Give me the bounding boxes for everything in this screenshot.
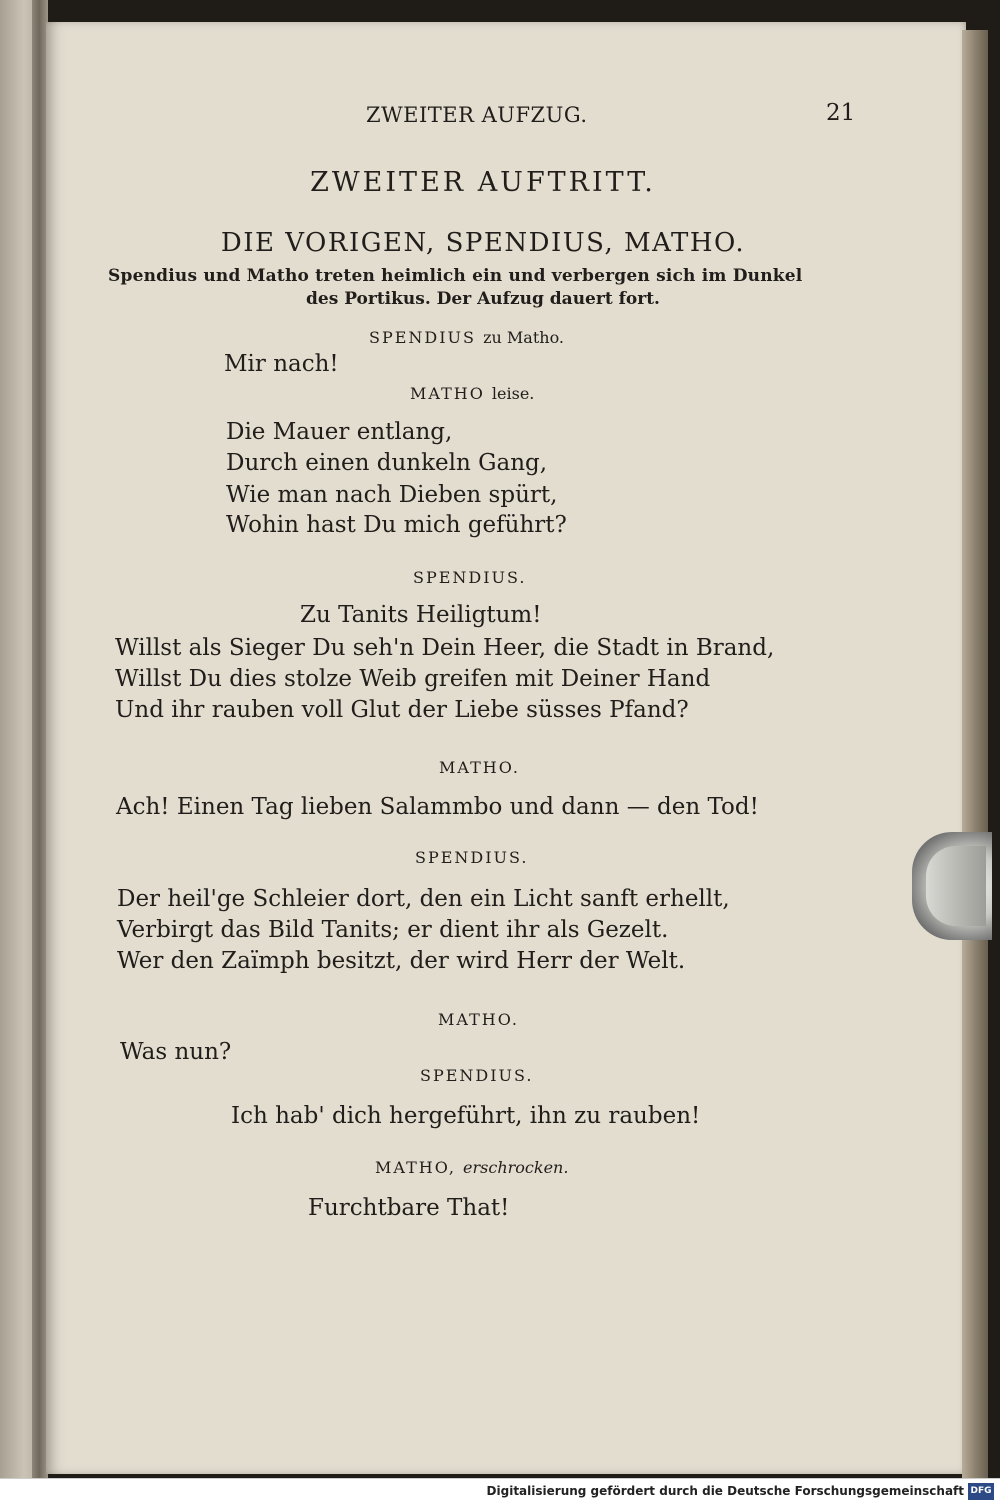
verse-line: Die Mauer entlang, (226, 419, 453, 445)
verse-line: Wer den Zaïmph besitzt, der wird Herr der Welt. (117, 948, 686, 974)
dfg-logo-icon: DFG (968, 1483, 994, 1500)
stage-direction-line: des Portikus. Der Aufzug dauert fort. (306, 289, 660, 309)
verse-line: Wohin hast Du mich geführt? (226, 512, 567, 538)
verse-line: Ich hab' dich hergeführt, ihn zu rauben! (231, 1103, 701, 1129)
speaker-name: MATHO, (375, 1158, 456, 1177)
scene-title: ZWEITER AUFTRITT. (310, 167, 656, 198)
clamp-highlight (926, 846, 986, 926)
verse-line: Durch einen dunkeln Gang, (226, 450, 548, 476)
verse-line: Und ihr rauben voll Glut der Liebe süsses Pfand? (115, 697, 689, 723)
verse-line: Verbirgt das Bild Tanits; er dient ihr als Gezelt. (117, 917, 669, 943)
verse-line: Ach! Einen Tag lieben Salammbo und dann — den Tod! (116, 794, 759, 820)
speaker-label (410, 384, 534, 403)
speaker-name: SPENDIUS. (413, 568, 527, 587)
verse-line: Der heil'ge Schleier dort, den ein Licht sanft erhellt, (117, 886, 730, 912)
speaker-note: zu Matho. (483, 328, 565, 347)
verse-line: Was nun? (120, 1039, 232, 1065)
speaker-name: MATHO (410, 384, 485, 403)
speaker-name: MATHO. (438, 1010, 519, 1029)
speaker-name: SPENDIUS. (420, 1066, 534, 1085)
verse-line: Wie man nach Dieben spürt, (226, 482, 558, 508)
verse-line: Willst als Sieger Du seh'n Dein Heer, die Stadt in Brand, (115, 635, 775, 661)
speaker-label (369, 328, 564, 347)
speaker-name: SPENDIUS (369, 328, 476, 347)
verse-line: Willst Du dies stolze Weib greifen mit Deiner Hand (115, 666, 711, 692)
verse-line: Mir nach! (224, 351, 339, 377)
speaker-note: erschrocken. (463, 1158, 569, 1177)
page-number: 21 (826, 100, 856, 126)
verse-line: Zu Tanits Heiligtum! (300, 602, 542, 628)
running-title: ZWEITER AUFZUG. (366, 103, 588, 127)
speaker-label (375, 1158, 568, 1177)
character-list: DIE VORIGEN, SPENDIUS, MATHO. (220, 228, 746, 258)
stage-direction-line: Spendius und Matho treten heimlich ein und verbergen sich im Dunkel (108, 266, 803, 286)
speaker-note: leise. (491, 384, 535, 403)
verse-line: Furchtbare That! (308, 1195, 510, 1221)
speaker-name: SPENDIUS. (415, 848, 529, 867)
speaker-name: MATHO. (439, 758, 520, 777)
footer-bar (0, 1478, 1000, 1505)
footer-credit: Digitalisierung gefördert durch die Deutsche Forschungsgemeinschaft (486, 1484, 964, 1498)
